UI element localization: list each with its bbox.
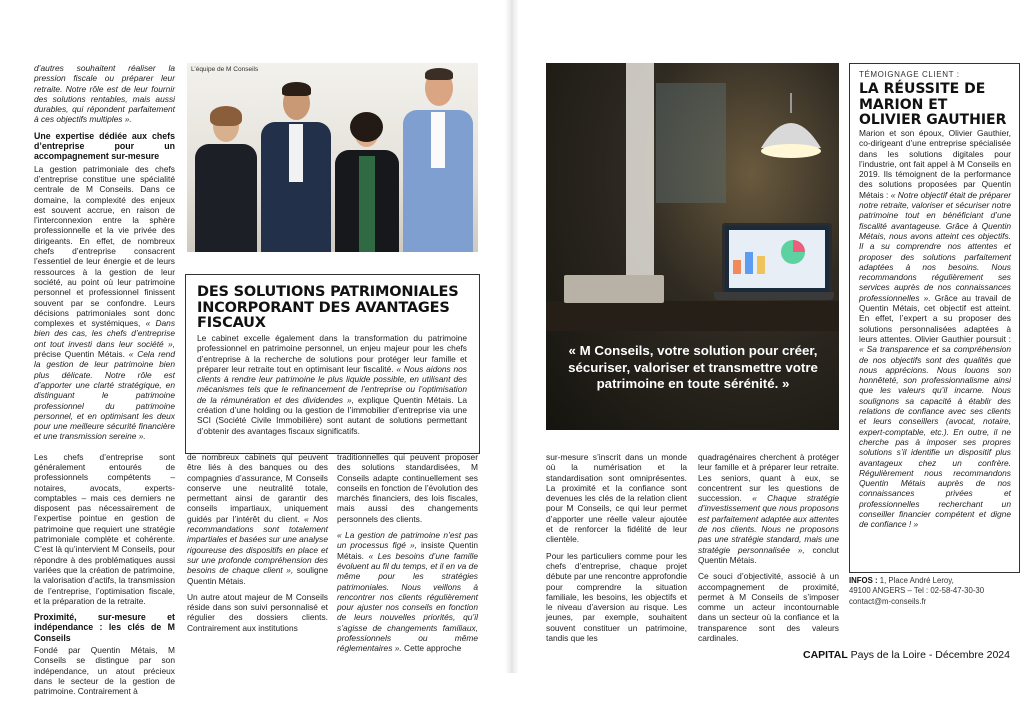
person-shirt <box>289 124 303 182</box>
books <box>564 275 664 303</box>
person-figure <box>333 110 401 252</box>
person-body <box>195 144 257 252</box>
person-hair <box>425 68 453 80</box>
lamp-icon <box>751 93 831 163</box>
person-hair <box>350 112 383 142</box>
paragraph: Les chefs d’entreprise sont généralement entourés de professionnels compétents – notaires, avocats, experts-comptables – mais ces derniers ne disposent pas nécessairement de l’expertise pointue en gestion de patrimoine que requiert une stratégie patrimoniale complète et cohérente. C’est là qu’intervient M Conseils, pour répondre à des problématiques aussi variées que la création de patrimoine, la valorisation d’actifs, la transmission de l’entreprise, l’optimisation fiscale, et la préparation de la retraite. <box>34 451 175 606</box>
footer-brand: CAPITAL <box>803 649 848 661</box>
person-figure <box>259 80 333 252</box>
article-column-4 <box>546 452 687 649</box>
laptop-keyboard <box>714 292 834 300</box>
paragraph: Ce souci d’objectivité, associé à un accompagnement de proximité, permet à M Conseils de s’imposer comme un acteur incontournable dans un secteur où la confiance et la transparence sont des valeurs cardinales. <box>698 571 839 644</box>
person-figure <box>193 102 259 252</box>
laptop-screen <box>729 230 825 288</box>
article-column-1 <box>34 63 175 703</box>
person-dress <box>359 156 375 252</box>
box-title: DES SOLUTIONS PATRIMONIALES INCORPORANT DES AVANTAGES FISCAUX <box>197 284 459 331</box>
paragraph: Pour les particuliers comme pour les chefs d’entreprise, chaque projet débute par une rencontre approfondie pour comprendre la situation familiale, les besoins, les objectifs et le niveau d’aversion au risque. Les jeunes, par exemple, souhaitent souvent constituer un patrimoine, tandis que les <box>546 550 687 644</box>
testimonial-sidebar <box>849 63 1020 573</box>
contact-infos <box>849 576 1019 607</box>
sidebar-text: Marion et son époux, Olivier Gauthier, co-dirigeant d’une entreprise spécialisée dans les solutions digitales pour l’industrie, ont fait appel à M Conseils en 2019. Ils témoignent de la performance des solutions proposées par Quentin Métais : « Notre objectif était de préparer notre retraite, valoriser et sécuriser notre patrimoine tout en bénéficiant d’une fiscalité avantageuse. Grâce à Quentin Métais, nous avons atteint ces objectifs. Il a su comprendre nos attentes et proposer des solutions parfaitement adaptées à nos besoins. Nous recommandons régulièrement ses services auprès de nos connaissances professionnelles ». Grâce au travail de Quentin Métais, cet objectif est atteint. En effet, l’expert a su proposer des solutions personnalisées adaptées à leurs attentes. Olivier Gauthier poursuit : « Sa transparence et sa compréhension de nos objectifs sont des qualités que nous apprécions. Nous louons son honnêteté, son professionnalisme ainsi que les valeurs qu’il incarne. Nous soulignons sa capacité à établir des relations de confiance avec ses clients et leurs conseillers (avocat, notaire, expert-comptable, etc.). En outre, il ne cherche pas à imposer ses propres solutions s’il identifie un dispositif plus avantageux chez un confrère. Régulièrement nous recommandons Quentin Métais auprès de nos connaissances privées et professionnelles recherchant un conseiller financier compétent et digne de confiance ! » <box>859 128 1012 530</box>
paragraph: sur-mesure s’inscrit dans un monde où la numérisation et la standardisation sont omniprésentes. La proximité et la confiance sont devenues les clés de la relation client pour M Conseils, ce qui leur permet d’apporter une réelle valeur ajoutée et de renforcer la fidélité de leur clientèle. <box>546 452 687 545</box>
window <box>656 83 726 203</box>
team-photo <box>187 63 478 252</box>
paragraph: de nombreux cabinets qui peuvent être liés à des banques ou des compagnies d’assurance, M Conseils conserve une neutralité totale, permettant ainsi de garantir des conseils impartiaux, uniquement guidés par l’intérêt du client. « Nos recommandations sont totalement impartiales et basées sur une analyse rigoureuse des dispositifs en place et sur une profonde compréhension des besoins de chaque client », souligne Quentin Métais. <box>187 452 328 586</box>
page-footer <box>803 649 1010 661</box>
article-column-2 <box>187 452 328 639</box>
photo-caption: L’équipe de M Conseils <box>191 66 259 73</box>
box-text: Le cabinet excelle également dans la transformation du patrimoine professionnel en patrimoine personnel, un enjeu majeur pour les chefs d’entreprise à la recherche de solutions pour protéger leur famille et préparer leur retraite tout en optimisant leur fiscalité. « Nous aidons nos clients à rendre leur patrimoine le plus liquide possible, en utilisant des mécanismes tels que le refinancement de l’entreprise ou l’optimisation de la rémunération et des dividendes », explique Quentin Métais. La création d’une holding ou la gestion de l’immobilier d’entreprise via une SCI (Société Civile Immobilière) sont autant de solutions permettant d’obtenir des avantages fiscaux significatifs. <box>197 333 467 436</box>
desk <box>546 301 839 331</box>
paragraph: La gestion patrimoniale des chefs d’entreprise constitue une spécialité centrale de M Conseils. Dans ce domaine, la complexité des enjeux est souvent accrue, en raison de l’interconnexion entre la sphère professionnelle et la vie privée des dirigeants. En effet, de nombreux chefs d’entreprise consacrent l’essentiel de leur énergie et de leurs ressources à la gestion de leur société, au point où leur patrimoine personnel et professionnel finissent souvent par se confondre. Leurs décisions patrimoniales sont donc complexes et systémiques, « Dans bien des cas, les chefs d’entreprise ont tout investi dans leur société », précise Quentin Métais. « Cela rend la gestion de leur patrimoine bien plus délicate. Notre rôle est d’apporter une clarté stratégique, en distinguant le patrimoine professionnel du patrimoine personnel, et en optimisant les deux pour une meilleure sécurité financière et une transmission sereine ». <box>34 163 176 442</box>
paragraph: Fondé par Quentin Métais, M Conseils se distingue par son indépendance, un atout précieux dans le secteur de la gestion de patrimoine. Contrairement à <box>34 645 175 697</box>
infos-email[interactable]: contact@m-conseils.fr <box>849 596 927 606</box>
section-heading-expertise: Une expertise dédiée aux chefs d’entreprise pour un accompagnement sur-mesure <box>34 130 175 162</box>
infos-address: 1, Place André Leroy, <box>879 576 954 585</box>
person-figure <box>401 66 475 252</box>
article-column-5 <box>698 452 839 649</box>
infos-label: INFOS : <box>849 576 878 585</box>
paragraph: « La gestion de patrimoine n’est pas un processus figé », insiste Quentin Métais. « Les besoins d’une famille évoluent au fil du temps, et il en va de même pour les stratégies patrimoniales. Nous veillons à rencontrer nos clients régulièrement pour ajuster nos conseils en fonction de leurs nouvelles priorités, qu’il s’agisse de changements familiaux, professionnels ou même réglementaires ». Cette approche <box>337 530 479 654</box>
paragraph: quadragénaires cherchent à protéger leur famille et à préparer leur retraite. Les seniors, quant à eux, se concentrent sur les questions de succession. « Chaque stratégie d’investissement que nous proposons est parfaitement adaptée aux attentes de nos clients. Nous ne proposons pas une stratégie standard, mais une stratégie personnalisée », conclut Quentin Métais. <box>698 452 839 565</box>
page-gutter <box>505 0 519 673</box>
footer-edition: Pays de la Loire - Décembre 2024 <box>847 649 1010 661</box>
pillar <box>626 63 654 303</box>
image-quote: « M Conseils, votre solution pour créer, sécuriser, valoriser et transmettre votre patrimoine en toute sérénité. » <box>568 343 818 391</box>
person-shirt <box>431 112 445 168</box>
infos-city-phone: 49100 ANGERS – Tel : 02-58-47-30-30 <box>849 586 985 596</box>
sidebar-kicker: TÉMOIGNAGE CLIENT : <box>859 70 960 79</box>
intro-paragraph: d’autres souhaitent réaliser la pression fiscale ou préparer leur retraite. Notre rôle est de leur fournir des solutions rentables, mais aussi durables, qui répondent parfaitement à ces objectifs multiples ». <box>34 63 175 125</box>
person-hair <box>282 82 311 96</box>
chart-icon <box>729 230 817 280</box>
section-heading-proximite: Proximité, sur-mesure et indépendance : les clés de M Conseils <box>34 612 175 643</box>
office-night-photo <box>546 63 839 430</box>
paragraph: traditionnelles qui peuvent proposer des solutions standardisées, M Conseils adapte continuellement ses conseils en fonction de l’évolution des marchés financiers, des lois fiscales, mais aussi des changements personnels des clients. <box>337 452 478 524</box>
paragraph: Un autre atout majeur de M Conseils réside dans son suivi personnalisé et régulier des dossiers clients. Contrairement aux institutions <box>187 591 328 633</box>
article-column-3 <box>337 452 478 660</box>
person-hair <box>210 106 242 126</box>
laptop <box>722 223 832 295</box>
sidebar-title: LA RÉUSSITE DE MARION ET OLIVIER GAUTHIER <box>859 81 1007 128</box>
fiscal-advantages-box <box>185 274 480 454</box>
